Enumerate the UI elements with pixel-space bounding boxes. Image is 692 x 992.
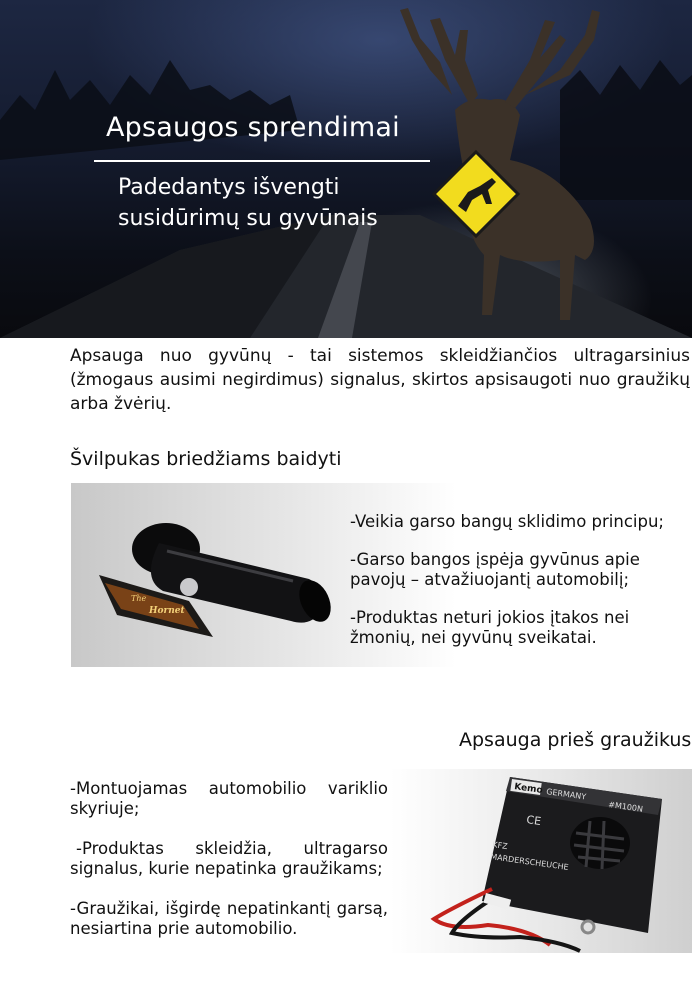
repeller-ce-mark: CE [525,813,542,829]
tree-line-right [560,60,692,200]
product-1-bullet: -Garso bangos įspėja gyvūnus apie pavojų – atvažiuojantį automobilį; [350,550,640,589]
whistle-screw [180,578,198,596]
product-2-bullet: -Montuojamas automobilio variklio skyriuje; [70,779,388,818]
product-1-title: Švilpukas briedžiams baidyti [70,448,342,470]
product-2-panel [390,769,692,953]
intro-paragraph: Apsauga nuo gyvūnų - tai sistemos skleidžiančios ultragarsinius (žmogaus ausimi negirdimus) signalus, skirtos apsisaugoti nuo graužikų arba žvėrių. [70,346,690,414]
product-2-bullet: -Produktas skleidžia, ultragarso signalus, kurie nepatinka graužikams; [70,839,388,878]
repeller-label-2: MARDERSCHEUCHE [489,852,570,872]
repeller-speaker-grille [570,817,630,869]
product-1-bullet: -Produktas neturi jokios įtakos nei žmonių, nei gyvūnų sveikatai. [350,608,630,647]
product-1-bullets [350,512,690,666]
repeller-model: #M100N [607,800,644,814]
repeller-brand: Kemo [513,782,544,796]
product-2-title: Apsauga prieš graužikus [459,729,692,751]
whistle-brand: Hornet [149,606,185,616]
product-1-bullet: -Veikia garso bangų sklidimo principu; [350,512,664,531]
hero-banner [0,0,692,338]
deer-whistle-image [71,483,351,667]
rodent-repeller-image [390,769,692,953]
hero-title: Apsaugos sprendimai [106,112,400,143]
hero-subtitle-line-2: susidūrimų su gyvūnais [118,206,378,231]
repeller-ring-terminal [582,921,594,933]
repeller-country: GERMANY [545,787,587,802]
repeller-label-1: KFZ [491,840,509,852]
hero-scene [0,0,692,338]
hero-subtitle [118,172,448,234]
product-2-bullet: -Graužikai, išgirdę nepatinkantį garsą, nesiartina prie automobilio. [70,899,388,938]
hero-subtitle-line-1: Padedantys išvengti [118,175,340,200]
hero-divider [94,160,430,162]
product-2-bullets [70,779,388,959]
whistle-brand-small: The [131,594,147,603]
tree-line-left [0,60,300,160]
